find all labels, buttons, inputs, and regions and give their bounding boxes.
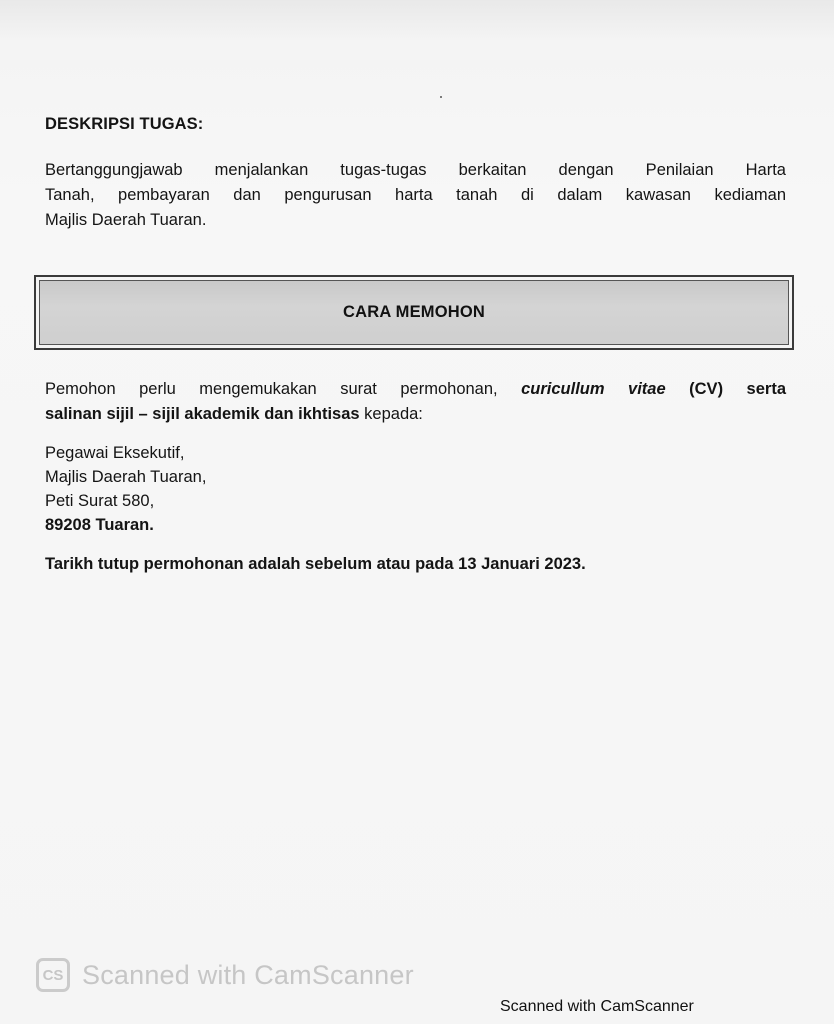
- description-line: Tanah, pembayaran dan pengurusan harta tanah di dalam kawasan kediaman: [45, 186, 786, 204]
- address-line: Pegawai Eksekutif,: [45, 444, 185, 462]
- address-line: Majlis Daerah Tuaran,: [45, 468, 207, 486]
- watermark-text: Scanned with CamScanner: [82, 959, 414, 990]
- job-description-paragraph: [45, 158, 786, 233]
- instruction-line: [45, 402, 786, 427]
- closing-date-notice: Tarikh tutup permohonan adalah sebelum atau pada 13 Januari 2023.: [45, 555, 586, 573]
- instruction-line: [45, 377, 786, 402]
- section-heading-job-description: DESKRIPSI TUGAS:: [45, 115, 204, 133]
- camscanner-watermark: [36, 958, 414, 992]
- instruction-text-bold: (CV) serta: [665, 380, 786, 398]
- camscanner-logo-icon: CS: [36, 958, 70, 992]
- description-line: Majlis Daerah Tuaran.: [45, 211, 207, 229]
- mailing-address: [45, 441, 206, 537]
- certificates-text: salinan sijil – sijil akademik dan ikhtisas: [45, 405, 360, 423]
- footer-scanned-label: Scanned with CamScanner: [500, 998, 694, 1015]
- section-banner-fill: [39, 280, 789, 345]
- cv-term: curicullum vitae: [521, 380, 666, 398]
- address-postcode-line: 89208 Tuaran.: [45, 516, 154, 534]
- description-line: Bertanggungjawab menjalankan tugas-tugas berkaitan dengan Penilaian Harta: [45, 161, 786, 179]
- instruction-text: Pemohon perlu mengemukakan surat permohonan,: [45, 380, 522, 398]
- application-instructions: [45, 377, 786, 427]
- instruction-text: kepada:: [359, 405, 423, 423]
- section-heading-how-to-apply: CARA MEMOHON: [342, 303, 486, 321]
- section-banner: [34, 275, 794, 350]
- scan-speck: [440, 96, 442, 98]
- address-line: Peti Surat 580,: [45, 492, 155, 510]
